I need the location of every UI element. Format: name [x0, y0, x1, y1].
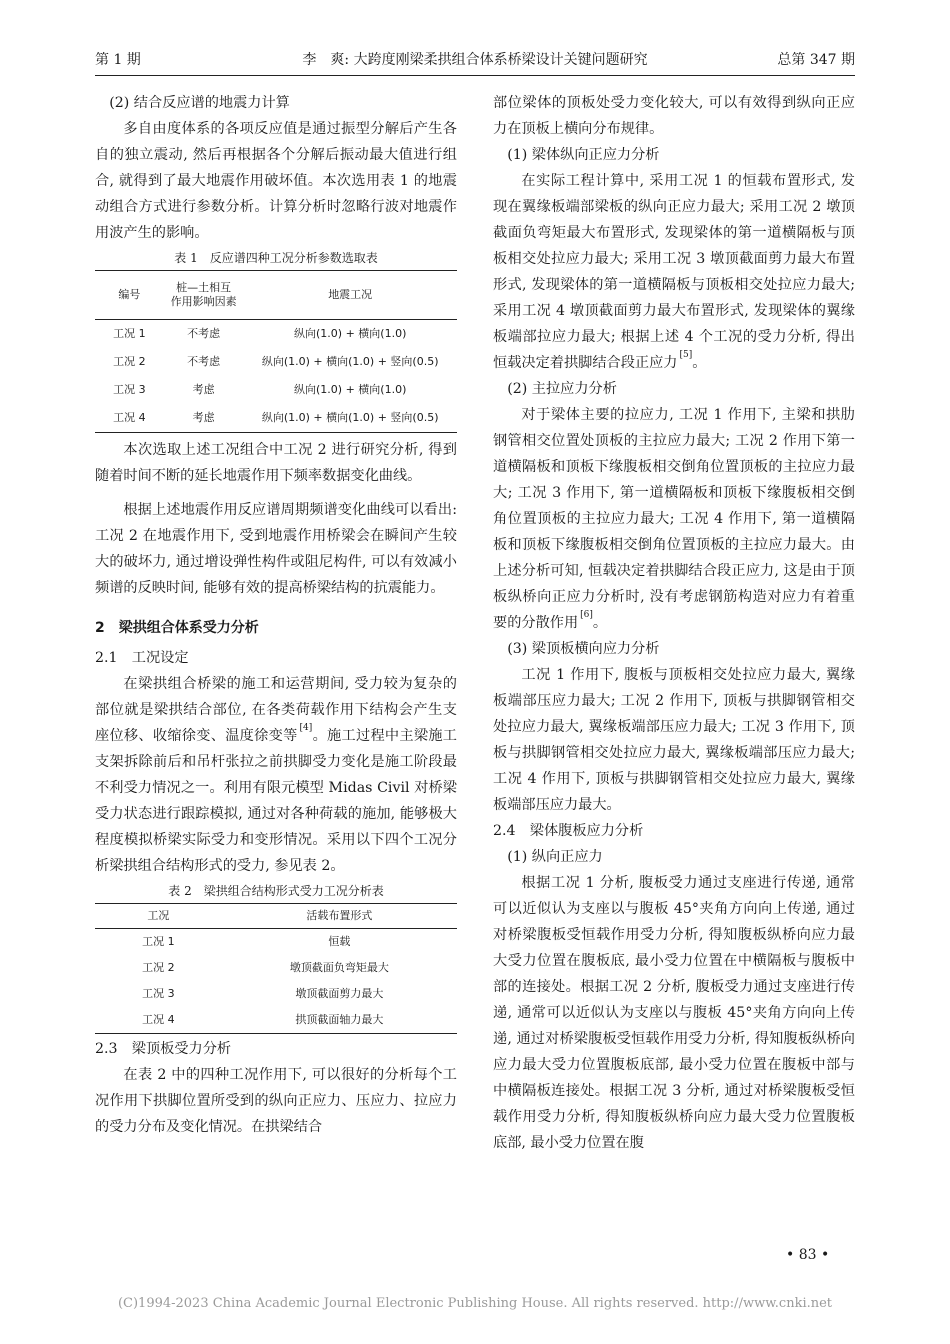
paragraph: 本次选取上述工况组合中工况 2 进行研究分析, 得到随着时间不断的延长地震作用下频率数据变化曲线。 [95, 442, 457, 484]
table-cell: 纵向(1.0) + 横向(1.0) + 竖向(0.5) [243, 404, 457, 433]
paragraph: 根据工况 1 分析, 腹板受力通过支座进行传递, 通常可以近似认为支座以与腹板 45°夹角方向向上传递, 通过对桥梁腹板受恒载作用受力分析, 得知腹板纵桥向应力最大受力位置在腹板底, 最小受力位置在中横隔板与腹板中部的连接处。根据工况 2 分析, 腹板受力通过支座进行传递, 通常可以近似认为支座以与腹板 45°夹角方向向上传递, 通过对桥梁腹板受恒载作用受力分析, 得知腹板纵桥向应力最大受力位置腹板底部, 最小受力位置在腹板中部与中横隔板连接处。根据工况 3 分析, 通过对桥梁腹板受恒载作用受力分析, 得知腹板纵桥向应力最大受力位置腹板底部, 最小受力位置在腹 [493, 875, 855, 1151]
table-cell: 纵向(1.0) + 横向(1.0) + 竖向(0.5) [261, 355, 439, 368]
table-cell: 工况 2 [113, 355, 146, 368]
table-cell: 工况 3 [113, 383, 146, 396]
subsection-heading: 2.4 梁体腹板应力分析 [493, 823, 644, 839]
article-title: 李 爽: 大跨度刚梁柔拱组合体系桥梁设计关键问题研究 [302, 52, 648, 68]
subsection-heading: (1) 纵向正应力 [507, 849, 603, 865]
paragraph [95, 671, 457, 879]
subsection-heading: (3) 梁顶板横向应力分析 [507, 641, 660, 657]
paragraph-text: 。施工过程中主梁施工支架拆除前后和吊杆张拉之前拱脚受力变化是施工阶段最不利受力情况之一。利用有限元模型 Midas Civil 对桥梁受力状态进行跟踪模拟, 通过对各种荷载的施加, 能够极大程度模拟桥梁实际受力和变形情况。采用以下四个工况分析梁拱组合结构形式的受力, 参见表 2。 [95, 728, 457, 874]
right-column [493, 90, 855, 1156]
table1-header: 桩—土相互 作用影响因素 [164, 271, 244, 320]
table-cell: 纵向(1.0) + 横向(1.0) [294, 383, 407, 396]
paragraph-text: 对于梁体主要的拉应力, 工况 1 作用下, 主梁和拱肋钢管相交位置处顶板的主拉应力最大; 工况 2 作用下第一道横隔板和顶板下缘腹板相交倒角位置顶板的主拉应力最大; 工况 3 作用下, 第一道横隔板和顶板下缘腹板相交倒角位置顶板的主拉应力最大; 工况 4 作用下, 第一道横隔板和顶板下缘腹板相交倒角位置顶板的主拉应力最大。由上述分析可知, 恒载决定着拱脚结合段正应力, 这是由于顶板纵桥向正应力分析时, 没有考虑钢筋构造对应力有着重要的分散作用 [493, 407, 855, 631]
table-cell: 墩顶截面负弯矩最大 [289, 961, 389, 974]
section-heading: 2 梁拱组合体系受力分析 [95, 620, 259, 636]
table-cell: 工况 1 [142, 935, 175, 948]
table-cell: 工况 4 [95, 1007, 222, 1034]
copyright-footer: (C)1994-2023 China Academic Journal Electronic Publishing House. All rights reserved. http://www.cnki.net [117, 1296, 833, 1311]
page-number: • 83 • [786, 1247, 830, 1263]
paragraph [493, 402, 855, 636]
table-cell: 工况 3 [142, 987, 175, 1000]
table-row [95, 1007, 457, 1034]
subsection-heading: (1) 梁体纵向正应力分析 [507, 147, 660, 163]
citation-ref: [6] [580, 610, 593, 620]
table-row [95, 955, 457, 981]
header-rule [95, 75, 855, 76]
paragraph [493, 168, 855, 376]
citation-ref: [4] [299, 723, 313, 733]
paragraph: 在表 2 中的四种工况作用下, 可以很好的分析每个工况作用下拱脚位置所受到的纵向正应力、压应力、拉应力的受力分布及变化情况。在拱梁结合 [95, 1067, 457, 1135]
table-row [95, 348, 457, 376]
table-cell: 工况 2 [142, 961, 175, 974]
table-row [95, 320, 457, 349]
table1-caption: 表 1 反应谱四种工况分析参数选取表 [174, 251, 378, 265]
table-cell: 考虑 [192, 383, 215, 396]
paragraph: 部位梁体的顶板处受力变化较大, 可以有效得到纵向正应力在顶板上横向分布规律。 [493, 95, 855, 137]
subsection-heading: 2.1 工况设定 [95, 650, 189, 666]
subsection-heading: 2.3 梁顶板受力分析 [95, 1041, 232, 1057]
left-column [95, 90, 457, 1140]
table2-caption: 表 2 梁拱组合结构形式受力工况分析表 [168, 884, 384, 898]
table-row [95, 981, 457, 1007]
table-cell: 考虑 [164, 404, 244, 433]
subsection-heading: (2) 主拉应力分析 [507, 381, 617, 397]
table-row [95, 404, 457, 433]
table-row [95, 376, 457, 404]
table-cell: 纵向(1.0) + 横向(1.0) [294, 327, 407, 340]
table1-header: 编号 [95, 271, 164, 320]
total-issue: 总第 347 期 [777, 52, 855, 68]
table-cell: 工况 4 [95, 404, 164, 433]
table2-header: 工况 [95, 904, 222, 929]
table2-header: 活载布置形式 [222, 904, 457, 929]
paragraph: 多自由度体系的各项反应值是通过振型分解后产生各自的独立震动, 然后再根据各个分解后振动最大值进行组合, 就得到了最大地震作用破坏值。本次选用表 1 的地震动组合方式进行参数分析。计算分析时忽略行波对地震作用波产生的影响。 [95, 121, 457, 241]
table-cell: 墩顶截面剪力最大 [295, 987, 384, 1000]
running-header [95, 50, 855, 74]
paragraph-text: 在实际工程计算中, 采用工况 1 的恒载布置形式, 发现在翼缘板端部梁板的纵向正应力最大; 采用工况 2 墩顶截面负弯矩最大布置形式, 发现梁体的第一道横隔板与顶板相交处拉应力最大; 采用工况 3 墩顶截面剪力最大布置形式, 发现梁体的第一道横隔板与顶板相交处拉应力最大; 采用工况 4 墩顶截面剪力最大布置形式, 发现梁体的翼缘板端部拉应力最大; 根据上述 4 个工况的受力分析, 得出恒载决定着拱脚结合段正应力 [493, 173, 855, 371]
table2 [95, 903, 457, 1034]
issue-number: 第 1 期 [95, 52, 141, 68]
paragraph-text: 在梁拱组合桥梁的施工和运营期间, 受力较为复杂的部位就是梁拱结合部位, 在各类荷载作用下结构会产生支座位移、收缩徐变、温度徐变等 [95, 676, 457, 744]
paragraph-text: 。 [592, 615, 608, 631]
paragraph-text: 。 [692, 355, 707, 371]
table-cell: 不考虑 [187, 355, 221, 368]
paragraph: 工况 1 作用下, 腹板与顶板相交处拉应力最大, 翼缘板端部压应力最大; 工况 2 作用下, 顶板与拱脚钢管相交处拉应力最大, 翼缘板端部压应力最大; 工况 3 作用下, 顶板与拱脚钢管相交处拉应力最大, 翼缘板端部压应力最大; 工况 4 作用下, 顶板与拱脚钢管相交处拉应力最大, 翼缘板端部压应力最大。 [493, 667, 855, 813]
table-row [95, 929, 457, 956]
table-cell: 恒载 [328, 935, 351, 948]
table-cell: 不考虑 [187, 327, 221, 340]
table-cell: 工况 1 [113, 327, 146, 340]
subsection-response-spectrum: (2) 结合反应谱的地震力计算 [109, 95, 290, 111]
table1 [95, 270, 457, 433]
paragraph: 根据上述地震作用反应谱周期频谱变化曲线可以看出: 工况 2 在地震作用下, 受到地震作用桥梁会在瞬间产生较大的破坏力, 通过增设弹性构件或阻尼构件, 可以有效减小频谱的反映时间, 能够有效的提高桥梁结构的抗震能力。 [95, 502, 457, 596]
table-cell: 拱顶截面轴力最大 [222, 1007, 457, 1034]
table1-header: 地震工况 [243, 271, 457, 320]
citation-ref: [5] [679, 350, 693, 360]
